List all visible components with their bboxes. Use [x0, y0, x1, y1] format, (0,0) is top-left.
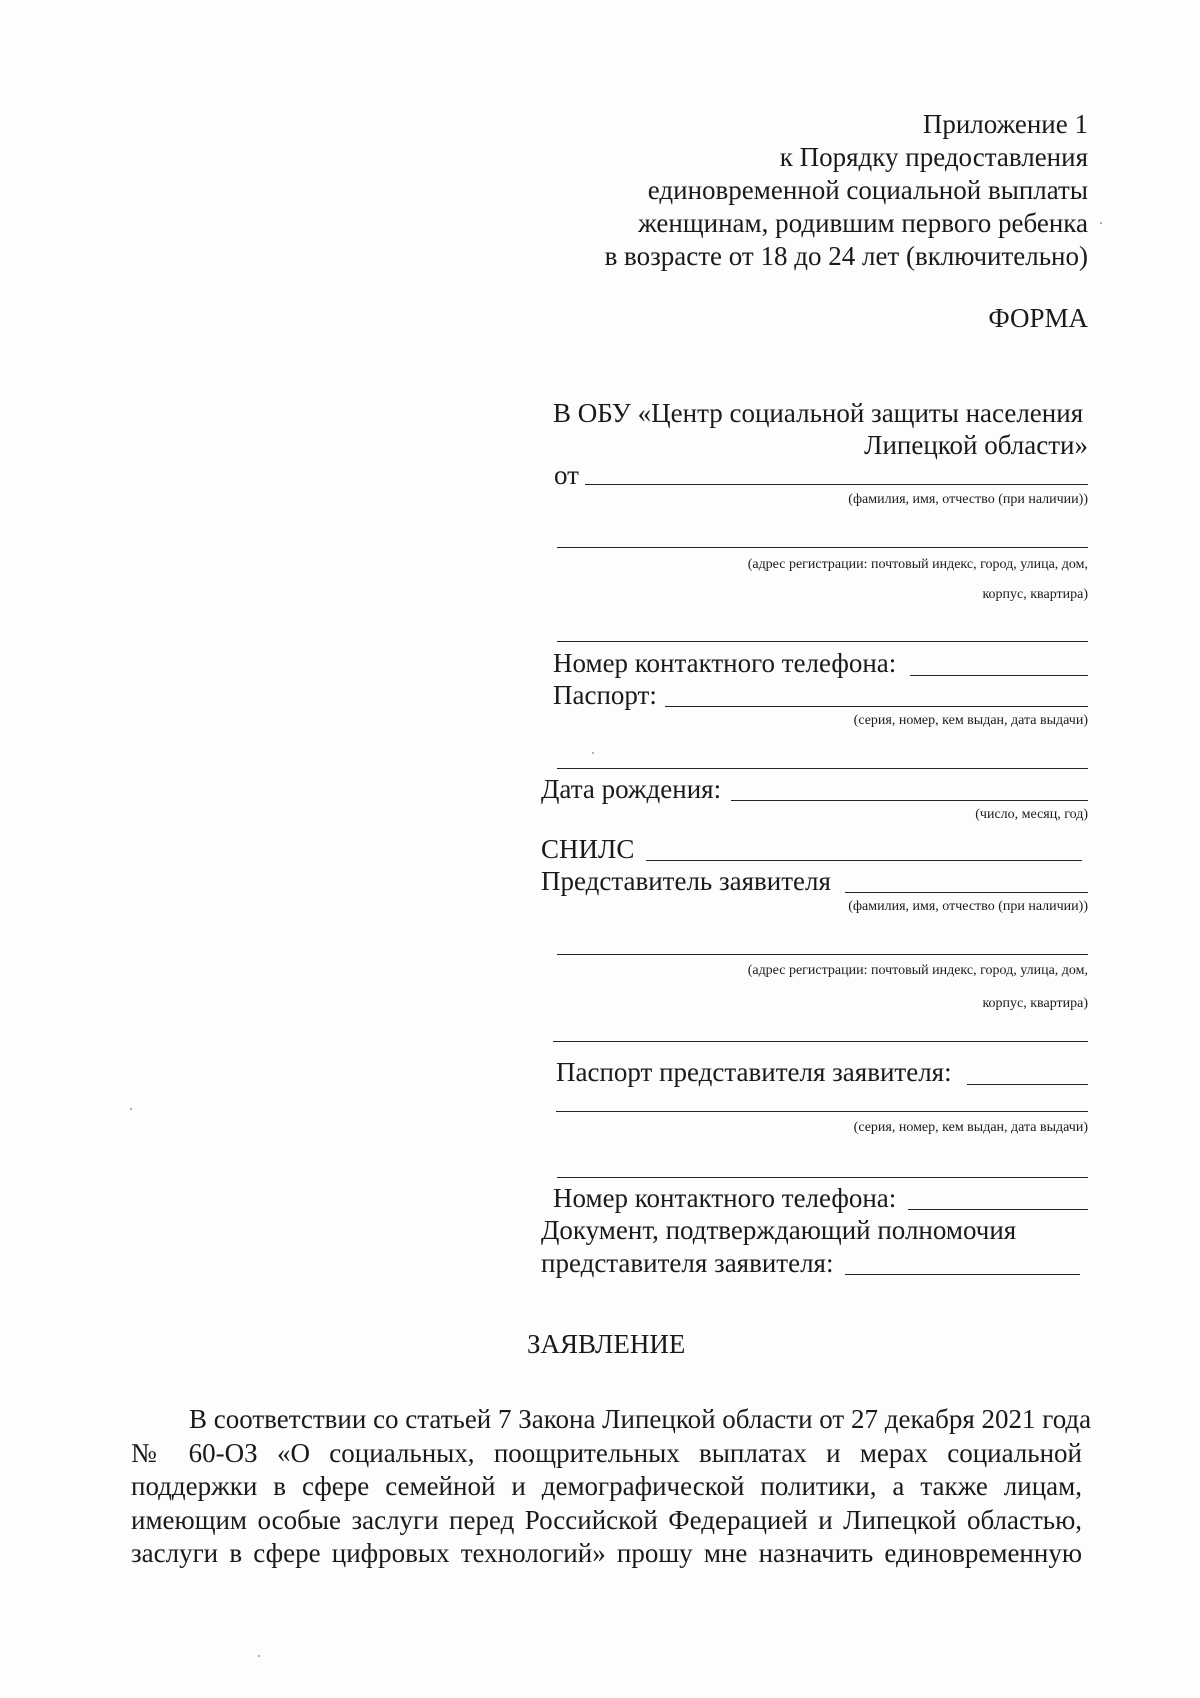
scan-speck: [130, 1108, 132, 1110]
representative-passport-line-2[interactable]: [556, 1111, 1088, 1112]
representative-fio-hint: (фамилия, имя, отчество (при наличии)): [848, 899, 1088, 914]
addressee-line-2: Липецкой области»: [864, 430, 1088, 460]
statement-title: ЗАЯВЛЕНИЕ: [527, 1329, 686, 1359]
applicant-fio-hint: (фамилия, имя, отчество (при наличии)): [848, 492, 1088, 507]
statement-line: имеющим особые заслуги перед Российской Федерацией и Липецкой областью,: [131, 1504, 1082, 1535]
representative-phone-line[interactable]: [908, 1209, 1088, 1210]
header-line: женщинам, родившим первого ребенка: [638, 208, 1088, 238]
applicant-address-hint: (адрес регистрации: почтовый индекс, город, улица, дом,: [747, 557, 1088, 572]
header-line: к Порядку предоставления: [779, 142, 1088, 172]
applicant-address-line-2[interactable]: [557, 641, 1088, 642]
addressee-line-1: В ОБУ «Центр социальной защиты населения: [553, 398, 1084, 428]
representative-passport-label: Паспорт представителя заявителя:: [556, 1057, 952, 1087]
statement-line: заслуги в сфере цифровых технологий» прошу мне назначить единовременную: [131, 1538, 1082, 1568]
birthdate-hint: (число, месяц, год): [975, 807, 1088, 822]
authority-doc-label-2: представителя заявителя:: [541, 1248, 834, 1278]
representative-passport-line[interactable]: [967, 1084, 1088, 1085]
statement-line: поддержки в сфере семейной и демографической политики, а также лицам,: [131, 1471, 1082, 1501]
applicant-passport-hint: (серия, номер, кем выдан, дата выдачи): [853, 713, 1088, 728]
representative-phone-label: Номер контактного телефона:: [553, 1183, 897, 1213]
statement-line: В соответствии со статьей 7 Закона Липецкой области от 27 декабря 2021 года: [189, 1404, 1092, 1434]
applicant-passport-line-2[interactable]: [557, 768, 1088, 769]
applicant-passport-label: Паспорт:: [553, 680, 657, 710]
from-label: от: [554, 460, 579, 490]
applicant-phone-line[interactable]: [910, 675, 1088, 676]
applicant-address-hint-2: корпус, квартира): [982, 587, 1088, 602]
applicant-passport-line[interactable]: [665, 706, 1088, 707]
representative-address-hint-2: корпус, квартира): [982, 996, 1088, 1011]
applicant-fio-line[interactable]: [585, 484, 1088, 485]
representative-address-line[interactable]: [557, 954, 1088, 955]
statement-paragraph: [131, 1403, 1092, 1571]
scan-speck: [258, 1655, 260, 1657]
representative-address-hint: (адрес регистрации: почтовый индекс, город, улица, дом,: [747, 963, 1088, 978]
snils-line[interactable]: [646, 860, 1082, 861]
representative-fio-line[interactable]: [845, 892, 1088, 893]
header-line: в возрасте от 18 до 24 лет (включительно): [604, 241, 1088, 271]
appendix-header: [605, 108, 1088, 273]
birthdate-label: Дата рождения:: [541, 774, 722, 804]
representative-passport-hint: (серия, номер, кем выдан, дата выдачи): [853, 1120, 1088, 1135]
representative-passport-line-3[interactable]: [557, 1177, 1088, 1178]
scan-speck: [592, 752, 594, 754]
header-line: единовременной социальной выплаты: [647, 175, 1088, 205]
scan-speck: [1100, 222, 1102, 224]
representative-label: Представитель заявителя: [541, 866, 831, 896]
birthdate-line[interactable]: [731, 800, 1088, 801]
authority-doc-label-1: Документ, подтверждающий полномочия: [541, 1215, 1017, 1245]
applicant-address-line[interactable]: [557, 547, 1088, 548]
form-label: ФОРМА: [988, 303, 1088, 333]
statement-line: № 60-ОЗ «О социальных, поощрительных выплатах и мерах социальной: [131, 1437, 1082, 1468]
representative-address-line-2[interactable]: [553, 1041, 1088, 1042]
snils-label: СНИЛС: [541, 834, 635, 864]
authority-doc-line[interactable]: [845, 1274, 1080, 1275]
header-line: Приложение 1: [922, 109, 1088, 139]
applicant-phone-label: Номер контактного телефона:: [553, 648, 897, 678]
